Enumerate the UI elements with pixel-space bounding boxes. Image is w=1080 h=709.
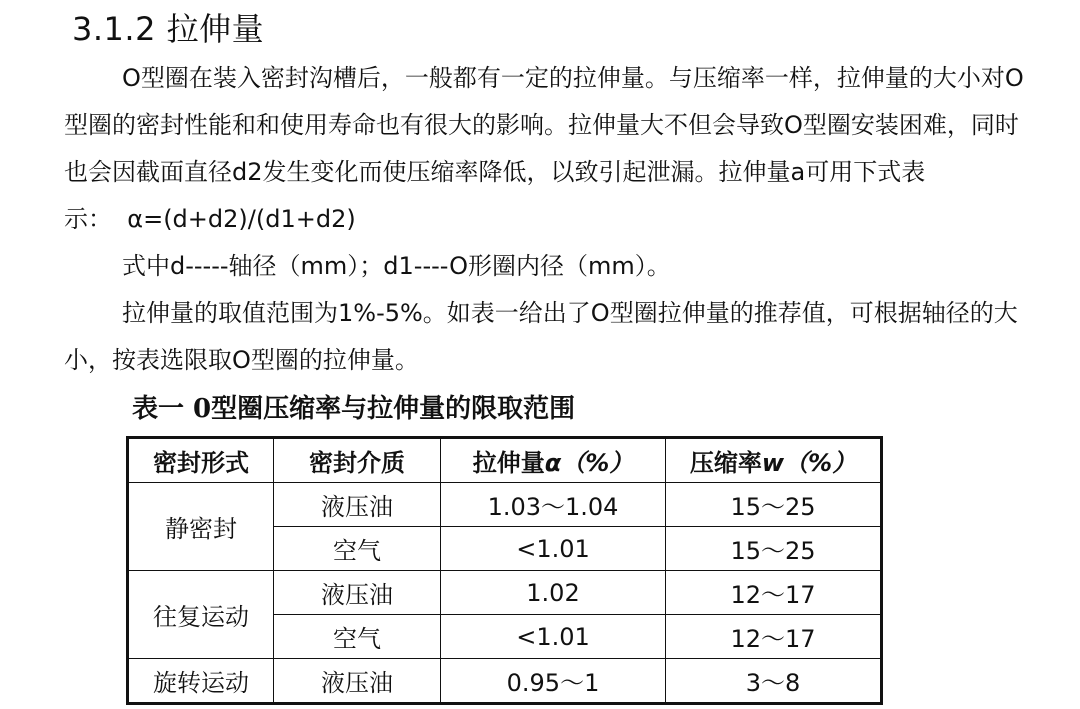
range-text: 拉伸量的取值范围为1%-5%。如表一给出了O型圈拉伸量的推荐值，可根据轴径的大小，按表选限取O型圈的拉伸量。 [64, 299, 1018, 374]
cell-compression: 3～8 [666, 659, 882, 704]
cell-compression: 12～17 [666, 571, 882, 615]
header-seal-medium: 密封介质 [274, 438, 441, 483]
header-compression-symbol: w（%） [761, 449, 857, 477]
header-compression-label: 压缩率 [689, 449, 762, 477]
cell-stretch: 1.03～1.04 [441, 483, 666, 527]
cell-medium: 液压油 [274, 483, 441, 527]
cell-medium: 液压油 [274, 571, 441, 615]
cell-stretch: 0.95～1 [441, 659, 666, 704]
range-paragraph [64, 290, 1024, 384]
table-row [128, 483, 882, 527]
symbols-text: 式中d-----轴径（mm）；d1----O形圈内径（mm）。 [122, 252, 671, 280]
table-row [128, 659, 882, 704]
intro-text: O型圈在装入密封沟槽后，一般都有一定的拉伸量。与压缩率一样，拉伸量的大小对O型圈的密封性能和和使用寿命也有很大的影响。拉伸量大不但会导致O型圈安装困难，同时也会因截面直径d2发生变化而使压缩率降低，以致引起泄漏。拉伸量a可用下式表示： [64, 64, 1024, 233]
header-seal-form: 密封形式 [128, 438, 274, 483]
cell-stretch: <1.01 [441, 615, 666, 659]
header-stretch [441, 438, 666, 483]
table-header-row [128, 438, 882, 483]
section-title: 3.1.2 拉伸量 [72, 10, 265, 48]
header-stretch-symbol: α（%） [544, 449, 634, 477]
cell-stretch: 1.02 [441, 571, 666, 615]
cell-stretch: <1.01 [441, 527, 666, 571]
seal-parameters-table [126, 436, 883, 705]
header-stretch-label: 拉伸量 [472, 449, 545, 477]
cell-seal-form: 旋转运动 [128, 659, 274, 704]
table-row [128, 571, 882, 615]
cell-medium: 空气 [274, 615, 441, 659]
symbols-paragraph [64, 243, 1024, 290]
cell-compression: 15～25 [666, 527, 882, 571]
cell-compression: 15～25 [666, 483, 882, 527]
stretch-formula: α=(d+d2)/(d1+d2) [127, 205, 356, 233]
cell-medium: 液压油 [274, 659, 441, 704]
table-caption: 表一 0型圈压缩率与拉伸量的限取范围 [132, 394, 576, 424]
header-compression [666, 438, 882, 483]
cell-compression: 12～17 [666, 615, 882, 659]
intro-paragraph [64, 55, 1024, 243]
cell-seal-form: 静密封 [128, 483, 274, 571]
cell-medium: 空气 [274, 527, 441, 571]
cell-seal-form: 往复运动 [128, 571, 274, 659]
